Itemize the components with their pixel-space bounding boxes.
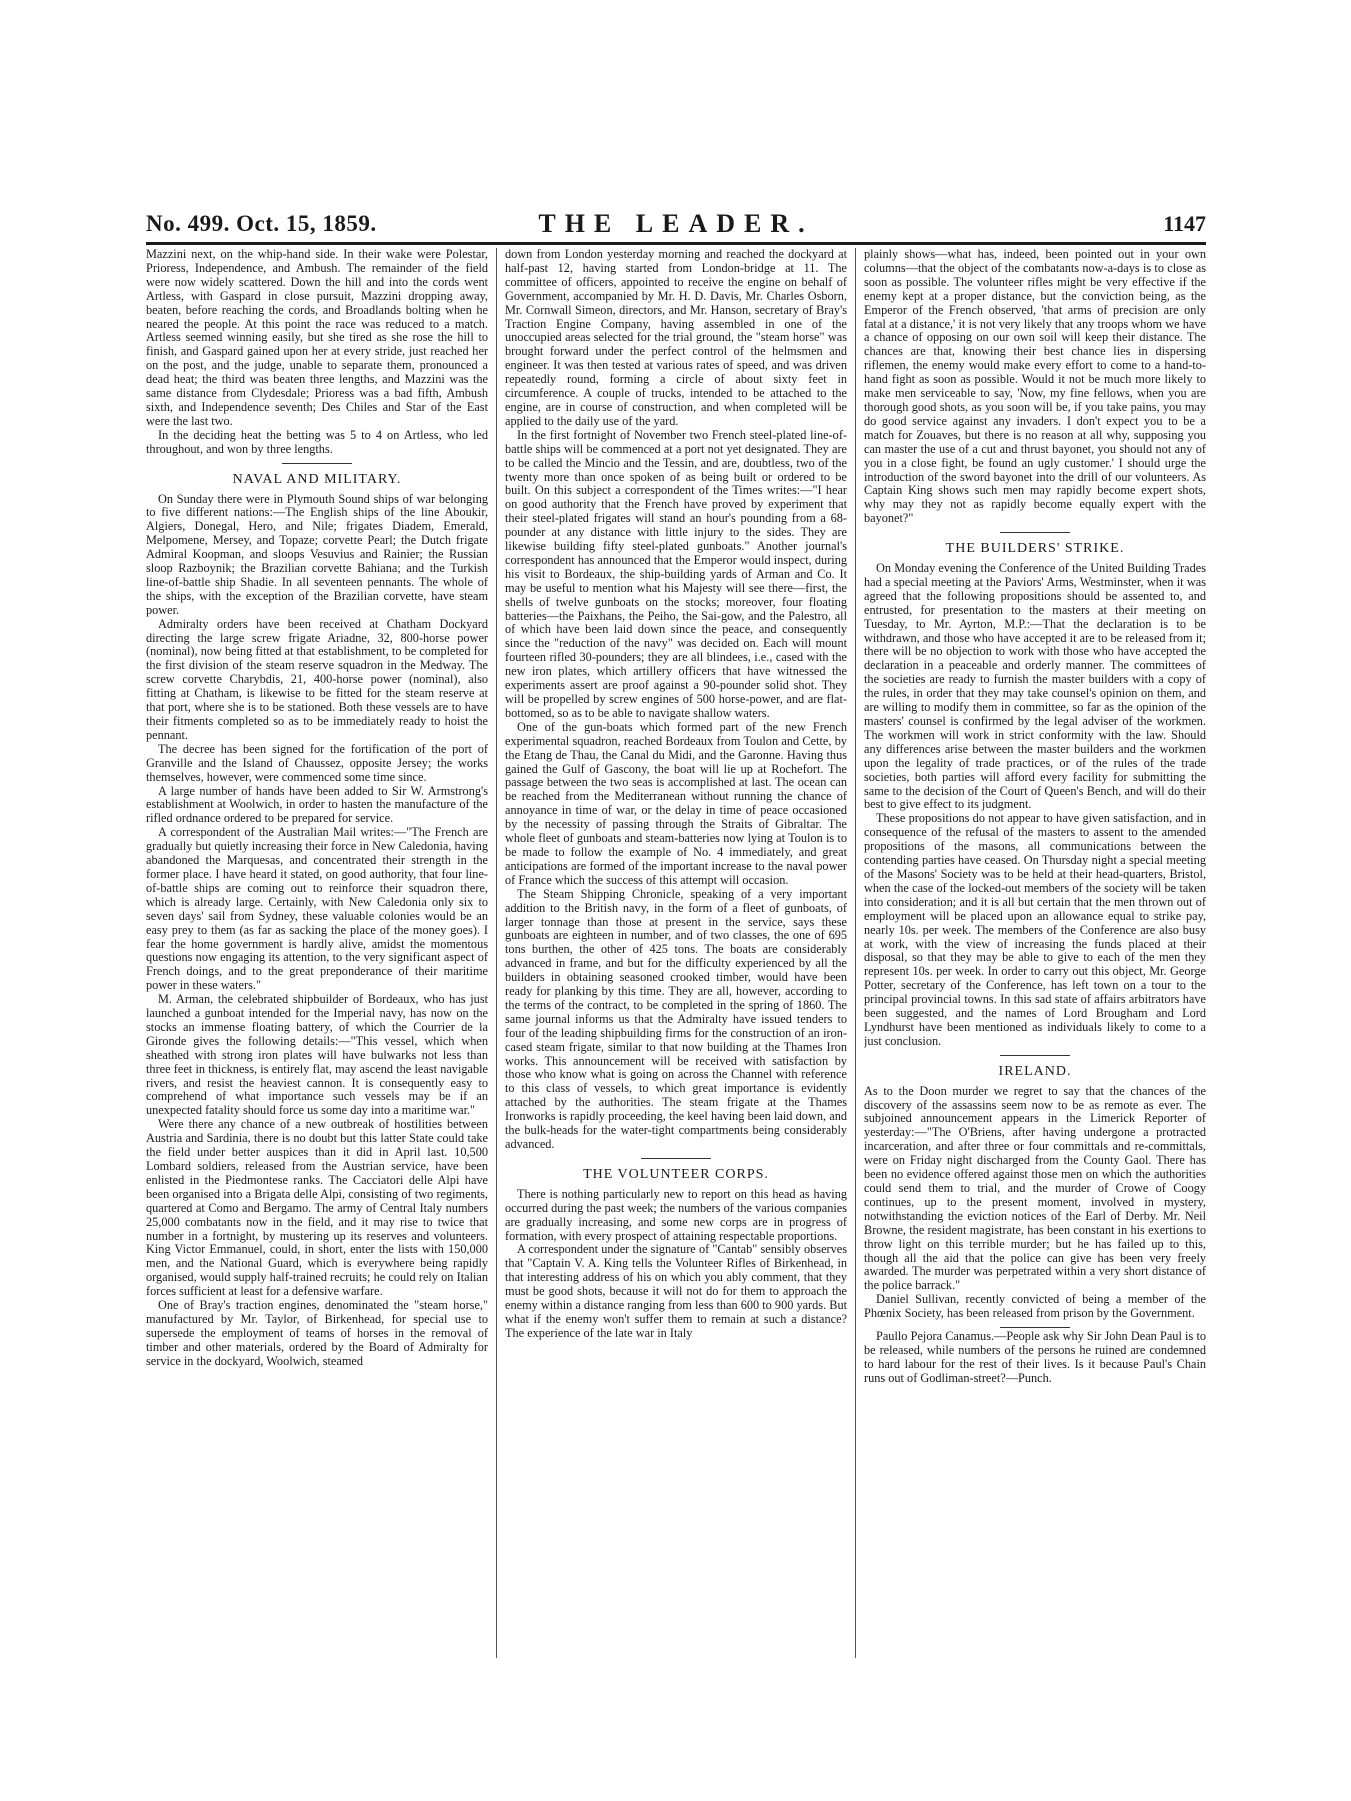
section-rule [641, 1158, 711, 1159]
section-heading: IRELAND. [998, 1063, 1072, 1079]
section-rule [1000, 1055, 1070, 1056]
column-2 [505, 248, 847, 1658]
article-paragraph: A large number of hands have been added to Sir W. Armstrong's establishment at Woolwich, in order to hasten the manufacture of the rifled ordnance ordered to be prepared for service. [146, 783, 489, 826]
article-paragraph: The Steam Shipping Chronicle, speaking of a very important addition to the British navy, in the form of a fleet of gunboats, of larger tonnage than those at present in the service, says these gunboats are eighteen in number, and of two classes, the one of 695 tons burthen, the other of 425 tons. The boats are considerably advanced in frame, and but for the difficulty experienced by all the builders in obtaining seasoned crooked timber, would have been ready for planking by this time. They are all, however, according to the terms of the contract, to be completed in the spring of 1860. The same journal informs us that the Admiralty have issued tenders to four of the leading shipbuilding firms for the construction of an iron-cased steam frigate, similar to that now building at the Thames Iron works. This announcement will be received with satisfaction by those who know what is going on across the Channel with reference to this class of vessels, to which great importance is evidently attached by the authorities. The steam frigate at the Thames Ironworks is rapidly proceeding, the keel having been laid down, and the bulk-heads for the water-tight compartments being considerably advanced. [505, 886, 848, 1151]
section-rule [1000, 1327, 1070, 1328]
column-divider [855, 248, 856, 1658]
article-paragraph: Daniel Sullivan, recently convicted of being a member of the Phœnix Society, has been released from prison by the Government. [864, 1292, 1207, 1321]
article-paragraph: In the deciding heat the betting was 5 to 4 on Artless, who led throughout, and won by three lengths. [146, 427, 489, 456]
article-columns [146, 248, 1206, 1658]
issue-date: No. 499. Oct. 15, 1859. [146, 211, 377, 236]
article-paragraph: down from London yesterday morning and reached the dockyard at half-past 12, having started from London-bridge at 11. The committee of officers, appointed to receive the engine on behalf of Government, accompanied by Mr. H. D. Davis, Mr. Charles Osborn, Mr. Cornwall Simeon, directors, and Mr. Hanson, secretary of Bray's Traction Engine Company, having assembled in one of the unoccupied areas selected for the trial ground, the "steam horse" was brought forward under the perfect control of the helmsmen and engineer. It was then tested at various rates of speed, and was driven repeatedly round, forming a circle of about sixty feet in circumference. A couple of trucks, intended to be attached to the engine, are in course of construction, and when completed will be applied to the daily use of the yard. [505, 248, 848, 428]
masthead [146, 211, 1206, 237]
section-heading: THE VOLUNTEER CORPS. [583, 1166, 769, 1182]
article-paragraph: One of Bray's traction engines, denominated the "steam horse," manufactured by Mr. Taylor, of Birkenhead, for special use to supersede the employment of teams of horses in the removal of timber and other materials, ordered by the Board of Admiralty for service in the dockyard, Woolwich, steamed [146, 1298, 489, 1368]
newspaper-page [146, 211, 1206, 1658]
article-paragraph: As to the Doon murder we regret to say that the chances of the discovery of the assassins seem now to be as remote as ever. The subjoined announcement appears in the Limerick Reporter of yesterday:—"The O'Briens, after having undergone a protracted incarceration, and after three or four committals and re-committals, were on Friday night discharged from the County Gaol. There has been no evidence offered against those men on which the authorities could send them to trial, and the murder of Crowe of Coogy continues, up to the present moment, involved in mystery, notwithstanding the eviction notices of the Earl of Derby. Mr. Neil Browne, the resident magistrate, has been constant in his exertions to throw light on this terrible murder; but he has failed up to this, though all the aid that the police can give has been very freely awarded. The murder was perpetrated within a very short distance of the police barrack." [864, 1083, 1207, 1293]
section-heading: NAVAL AND MILITARY. [232, 471, 402, 487]
article-paragraph: There is nothing particularly new to report on this head as having occurred during the past week; the numbers of the various companies are gradually increasing, and some new corps are in progress of formation, with every prospect of attaining respectable proportions. [505, 1186, 848, 1243]
article-paragraph: M. Arman, the celebrated shipbuilder of Bordeaux, who has just launched a gunboat intended for the Imperial navy, has now on the stocks an immense floating battery, of which the Courrier de la Gironde gives the following details:—"This vessel, which when sheathed with strong iron plates will have bulwarks not less than three feet in thickness, is entirely flat, may ascend the least navigable rivers, and resist the heaviest cannon. It is consequently easy to comprehend of what importance such vessels may be if an unexpected fatality should force us some day into a maritime war." [146, 992, 489, 1118]
article-paragraph: Mazzini next, on the whip-hand side. In their wake were Polestar, Prioress, Independence, and Ambush. The remainder of the field were now widely scattered. Down the hill and into the cords went Artless, with Gaspard in close pursuit, Mazzini dropping away, beaten, before reaching the cords, and Broadlands bolting when he neared the people. At this point the race was reduced to a match. Artless seemed winning easily, but she tired as she rose the hill to finish, and Gaspard gained upon her at every stride, just reached her on the post, and the judge, unable to separate them, pronounced a dead heat; the third was beaten three lengths, and Mazzini was the same distance from Clydesdale; Prioress was a bad fifth, Ambush sixth, and Independence seventh; Des Chiles and Star of the East were the last two. [146, 248, 489, 428]
article-paragraph: A correspondent of the Australian Mail writes:—"The French are gradually but quietly increasing their force in New Caledonia, having abandoned the Marquesas, and concentrated their strength in the former place. I have heard it stated, on good authority, that four line-of-battle ships are coming out to reinforce their squadron there, which is already large. Certainly, with New Caledonia only six to seven days' sail from Sydney, these valuable colonies would be an easy prey to them (as far as sacking the place of the money goes). I fear the home government is hardly alive, amidst the momentous questions now engaging its attention, to the very significant aspect of French doings, and to the great preponderance of their maritime power in these waters." [146, 825, 489, 993]
article-paragraph: One of the gun-boats which formed part of the new French experimental squadron, reached Bordeaux from Toulon and Cette, by the Etang de Thau, the Canal du Midi, and the Garonne. Having thus gained the Gulf of Gascony, the boat will lie up at Rochefort. The passage between the two seas is accomplished at last. The ocean can be reached from the Mediterranean without running the chance of annoyance in time of war, or the delay in time of peace occasioned by the necessity of passing through the Straits of Gibraltar. The whole fleet of gunboats and steam-batteries now lying at Toulon is to be made to follow the example of No. 4 immediately, and great anticipations are formed of the important increase to the naval power of France which the success of this attempt will occasion. [505, 719, 848, 887]
section-heading: THE BUILDERS' STRIKE. [945, 541, 1125, 557]
article-paragraph: A correspondent under the signature of "Cantab" sensibly observes that "Captain V. A. King tells the Volunteer Rifles of Birkenhead, in that interesting address of his on which you ably comment, that they must be good shots, because it will not do for them to approach the enemy within a distance ranging from less than 600 to 900 yards. But what if the enemy won't suffer them to remain at such a distance? The experience of the late war in Italy [505, 1242, 848, 1340]
column-1 [146, 248, 488, 1658]
article-paragraph: On Monday evening the Conference of the United Building Trades had a special meeting at the Paviors' Arms, Westminster, when it was agreed that the following propositions should be assented to, and entrusted, for presentation to the masters at their meeting on Tuesday, to Mr. Ayrton, M.P.:—That the declaration is to be withdrawn, and those who have accepted it are to be released from it; there will be no objection to work with those who have accepted the declaration in a peaceable and orderly manner. The committees of the societies are ready to furnish the master builders with a copy of the rules, in order that they may take counsel's opinion on them, and are willing to modify them in committee, so far as the opinion of the masters' counsel is confirmed by the legal adviser of the workmen. The workmen will work in strict conformity with the law. Should any differences arise between the master builders and the workmen upon the legality of trade practices, or of the rules of the trade societies, both parties will afford every facility for submitting the same to the decision of the Court of Queen's Bench, and will do their best to give effect to its judgment. [864, 561, 1207, 812]
masthead-rule [146, 242, 1206, 245]
section-rule [1000, 532, 1070, 533]
article-paragraph: Admiralty orders have been received at Chatham Dockyard directing the large screw frigate Ariadne, 32, 800-horse power (nominal), now being fitted at that establishment, to be completed for the first division of the steam reserve squadron in the Medway. The screw corvette Charybdis, 21, 400-horse power (nominal), also fitting at Chatham, is likewise to be fitted for the steam reserve at that port, where she is to be stationed. Both these vessels are to have their fitments completed so as to be immediately ready to hoist the pennant. [146, 616, 489, 742]
page-number: 1147 [1163, 211, 1206, 236]
article-paragraph: The decree has been signed for the fortification of the port of Granville and the Island of Chaussez, opposite Jersey; the works themselves, however, were commenced some time since. [146, 741, 489, 784]
publication-title: THE LEADER. [538, 209, 814, 238]
article-paragraph: plainly shows—what has, indeed, been pointed out in your own columns—that the object of the combatants now-a-days is to close as soon as possible. The volunteer rifles might be very effective if the enemy kept at a proper distance, but the conviction being, as the Emperor of the French observed, 'that arms of precision are only fatal at a distance,' it is not very likely that any troops whom we have a chance of opposing on our own soil will keep their distance. The chances are that, knowing their best chance lies in dispersing riflemen, the enemy would make every effort to come to a hand-to-hand fight as soon as possible. Would it not be much more likely to make men serviceable to say, 'Now, my fine fellows, when you are thorough good shots, as you soon will be, if you take pains, you may do good service against any invaders. I don't expect you to be a match for Zouaves, but there is no reason at all why, supposing you can master the use of a cut and thrust bayonet, you should not any of you in a close fight, be found an ugly customer.' I should urge the introduction of the sword bayonet into the drill of our volunteers. As Captain King shows such men may rapidly become expert shots, why may they not as rapidly become equally expert with the bayonet?" [864, 248, 1207, 526]
article-paragraph: On Sunday there were in Plymouth Sound ships of war belonging to five different nations:—The English ships of the line Aboukir, Algiers, Donegal, Hero, and Nile; frigates Diadem, Emerald, Melpomene, Mersey, and Topaze; corvette Pearl; the Dutch frigate Admiral Koopman, and sloops Vesuvius and Rainier; the Russian sloop Razboynik; the Brazilian corvette Bahiana; and the Turkish line-of-battle ship Shadie. In all seventeen pennants. The whole of the ships, with the exception of the Brazilian corvette, have steam power. [146, 491, 489, 617]
article-paragraph: These propositions do not appear to have given satisfaction, and in consequence of the refusal of the masters to assent to the amended propositions of the masons, all communications between the contending parties have ceased. On Thursday night a special meeting of the Masons' Society was to be held at their head-quarters, Bristol, when the case of the locked-out members of the society will be taken into consideration; and it is all but certain that the men thrown out of employment will be placed upon an allowance equal to strike pay, nearly 10s. per week. The members of the Conference are also busy at work, with the view of increasing the funds placed at their disposal, so that they may be able to give to each of the men they represent 10s. per week. In order to carry out this object, Mr. George Potter, secretary of the Conference, has left town on a tour to the principal provincial towns. In this sad state of affairs arbitrators have been suggested, and the names of Lord Brougham and Lord Lyndhurst have been mentioned as individuals likely to come to a just conclusion. [864, 811, 1207, 1048]
section-rule [282, 463, 352, 464]
column-3 [864, 248, 1206, 1658]
column-divider [496, 248, 497, 1658]
article-paragraph: Were there any chance of a new outbreak of hostilities between Austria and Sardinia, there is no doubt but this latter State could take the field under better auspices than it did in April last. 10,500 Lombard soldiers, released from the Austrian service, have been enlisted in the Piedmontese ranks. The Cacciatori delle Alpi have been organised into a Brigata delle Alpi, consisting of two regiments, quartered at Como and Bergamo. The army of Central Italy numbers 25,000 combatants now in the field, and it may rise to twice that number in a fortnight, by mustering up its reserves and volunteers. King Victor Emmanuel, could, in short, enter the lists with 150,000 men, and the National Guard, which is everywhere being rapidly organised, would supply half-trained recruits; he could rely on Italian forces sufficient at least for a defensive warfare. [146, 1117, 489, 1299]
article-paragraph: In the first fortnight of November two French steel-plated line-of-battle ships will be commenced at a port not yet designated. They are to be called the Mincio and the Tessin, and are, doubtless, two of the twenty more than once spoken of as being built or ordered to be built. On this subject a correspondent of the Times writes:—"I hear on good authority that the French have proved by experiment that their steel-plated frigates will stand an hour's pounding from a 68-pounder at any distance with little injury to the sides. They are likewise building fifty steel-plated gunboats." Another journal's correspondent has announced that the Emperor would inspect, during his visit to Bordeaux, the ship-building yards of Arman and Co. It may be useful to mention what his Majesty will see there—first, the shells of twelve gunboats on the stocks; moreover, four floating batteries—the Paixhans, the Peiho, the Sai-gow, and the Palestro, all of which have been laid down since the peace, and consequently since the "reduction of the navy" was decided on. Each will mount fourteen rifled 30-pounders; they are all blindees, i.e., cased with the new iron plates, which artillery officers that have witnessed the experiments assert are proof against a 90-pounder solid shot. They will be propelled by screw engines of 500 horse-power, and are flat-bottomed, so as to be able to navigate shallow waters. [505, 427, 848, 720]
article-paragraph: Paullo Pejora Canamus.—People ask why Sir John Dean Paul is to be released, while numbers of the persons he ruined are condemned to hard labour for the rest of their lives. Is it because Paul's Chain runs out of Godliman-street?—Punch. [864, 1329, 1207, 1385]
